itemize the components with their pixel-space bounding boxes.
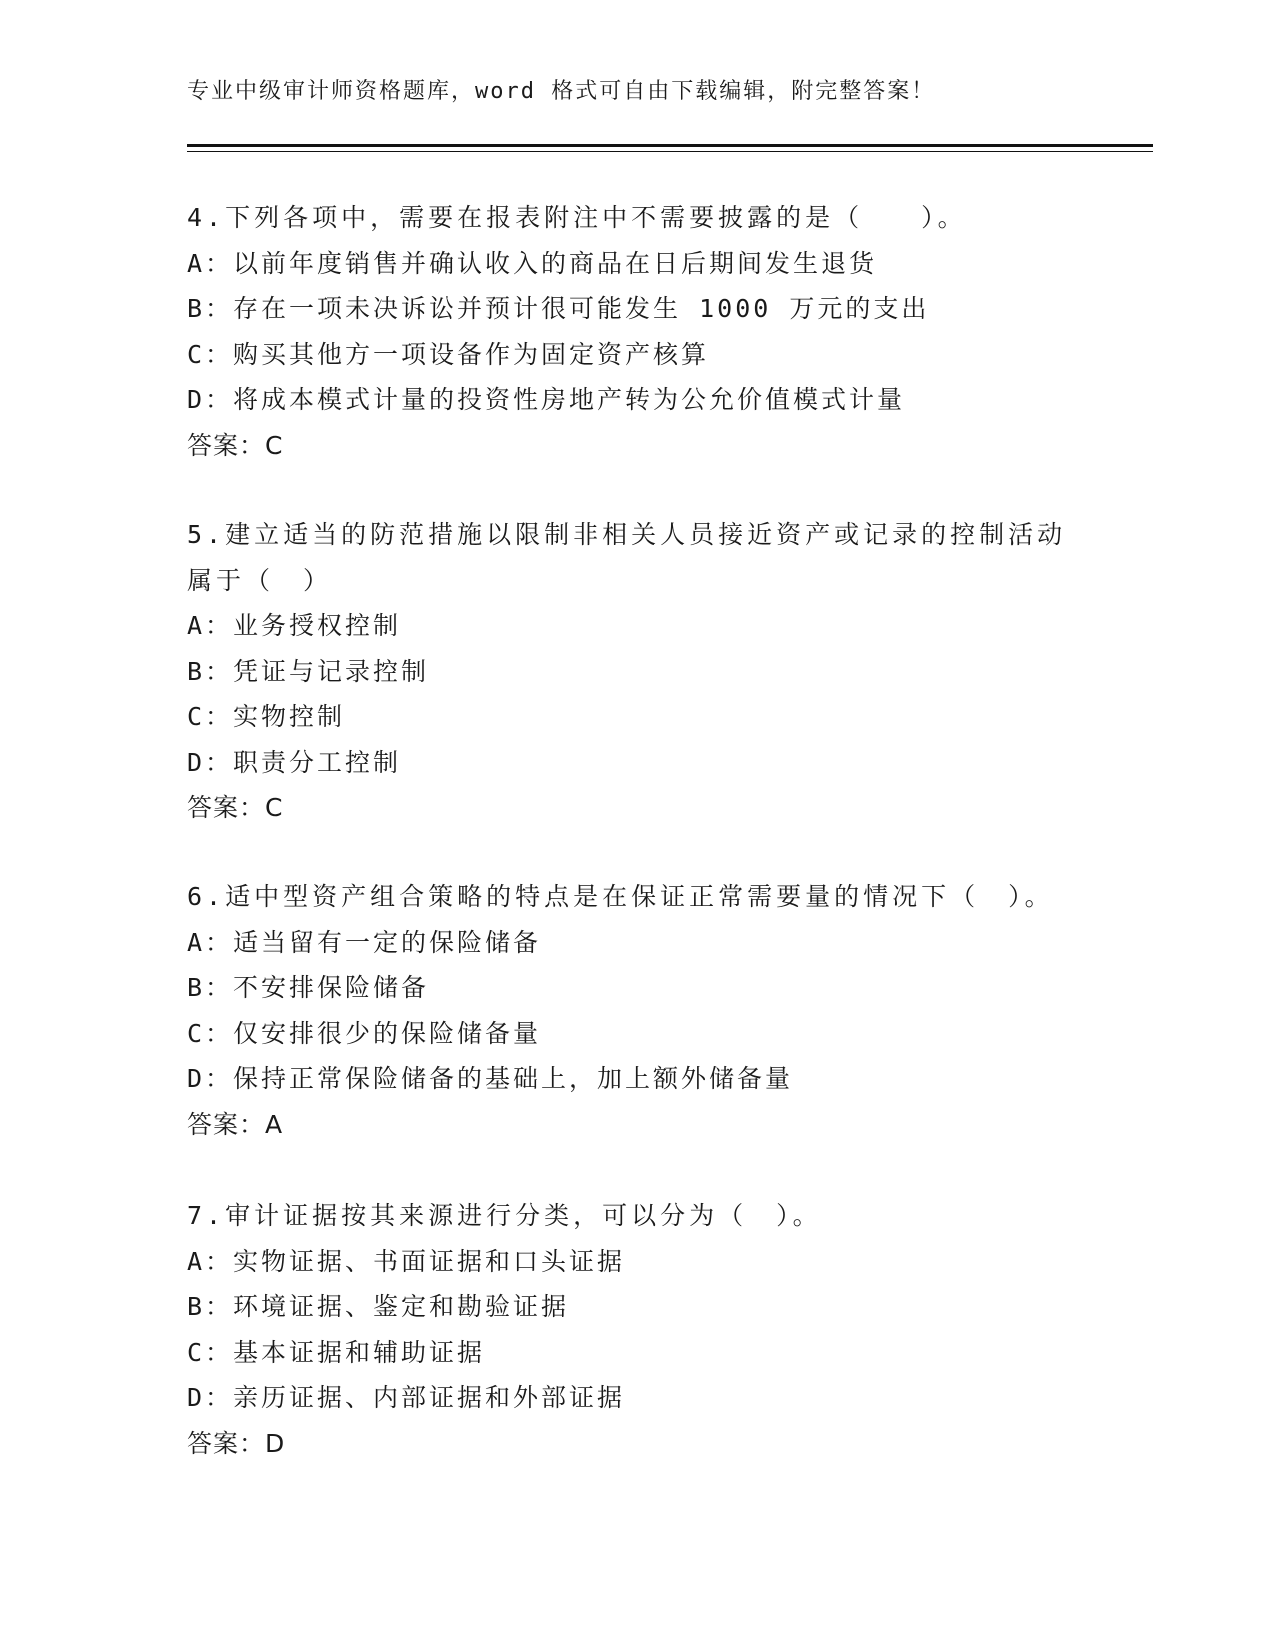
question-stem: 5.建立适当的防范措施以限制非相关人员接近资产或记录的控制活动 (187, 520, 1067, 549)
option-c: C：购买其他方一项设备作为固定资产核算 (187, 339, 710, 369)
option-c: C：仅安排很少的保险储备量 (187, 1018, 542, 1048)
option-a: A：业务授权控制 (187, 611, 402, 640)
option-d: D：保持正常保险储备的基础上，加上额外储备量 (187, 1064, 794, 1093)
answer: 答案：C (187, 793, 284, 822)
page-header: 专业中级审计师资格题库，word 格式可自由下载编辑，附完整答案！ (187, 79, 936, 104)
option-d: D：将成本模式计量的投资性房地产转为公允价值模式计量 (187, 385, 906, 414)
option-d: D：亲历证据、内部证据和外部证据 (187, 1383, 626, 1412)
question-block (187, 512, 1066, 831)
option-c: C：基本证据和辅助证据 (187, 1337, 486, 1367)
question-stem-continued: 属于（ ） (187, 565, 333, 595)
option-a: A：适当留有一定的保险储备 (187, 927, 542, 957)
header-rule-thin (187, 151, 1153, 152)
question-block (187, 1193, 822, 1466)
answer: 答案：A (187, 1109, 284, 1139)
option-b: B：存在一项未决诉讼并预计很可能发生 1000 万元的支出 (187, 294, 930, 323)
answer: 答案：D (187, 1428, 286, 1458)
option-b: B：凭证与记录控制 (187, 656, 430, 686)
option-a: A：以前年度销售并确认收入的商品在日后期间发生退货 (187, 248, 878, 278)
question-stem: 6.适中型资产组合策略的特点是在保证正常需要量的情况下（ ）。 (187, 882, 1054, 911)
question-stem: 4.下列各项中，需要在报表附注中不需要披露的是（ ）。 (187, 203, 967, 232)
option-c: C：实物控制 (187, 702, 346, 731)
question-block (187, 195, 967, 468)
header-rule-thick (187, 144, 1153, 147)
question-stem: 7.审计证据按其来源进行分类，可以分为（ ）。 (187, 1201, 822, 1230)
question-block (187, 874, 1054, 1147)
option-b: B：不安排保险储备 (187, 973, 430, 1002)
option-a: A：实物证据、书面证据和口头证据 (187, 1246, 626, 1276)
answer: 答案：C (187, 430, 284, 460)
option-b: B：环境证据、鉴定和勘验证据 (187, 1292, 570, 1321)
option-d: D：职责分工控制 (187, 747, 402, 777)
